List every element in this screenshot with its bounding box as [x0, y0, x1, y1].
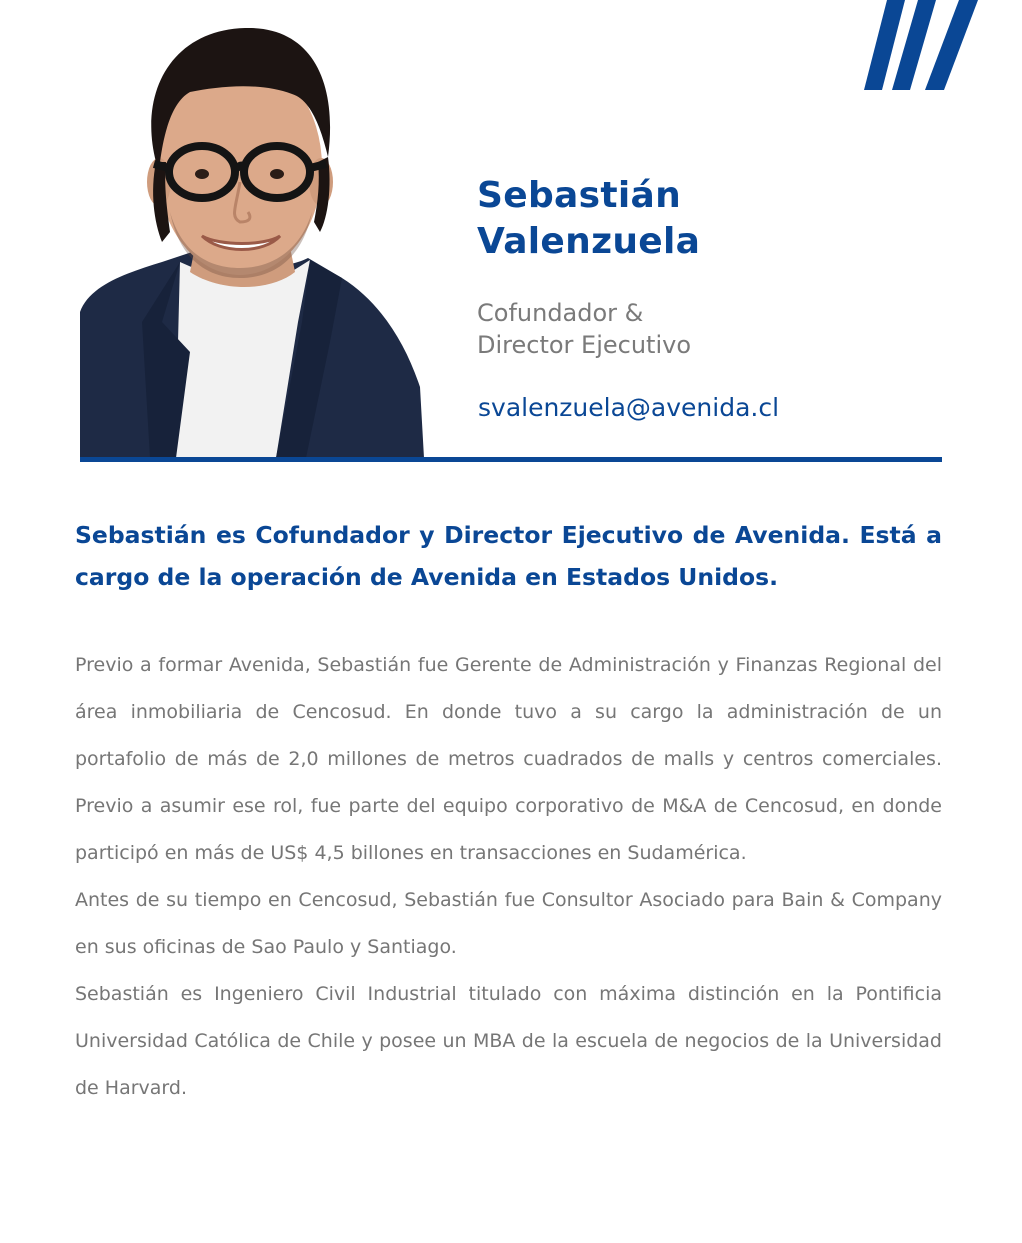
profile-photo — [80, 22, 424, 458]
bio-section — [75, 642, 942, 1112]
role-line-2: Director Ejecutivo — [477, 331, 692, 359]
bio-paragraph-2: Antes de su tiempo en Cencosud, Sebastián fue Consultor Asociado para Bain & Company en sus oficinas de Sao Paulo y Santiago. — [75, 889, 942, 958]
email-link[interactable]: svalenzuela@avenida.cl — [478, 393, 780, 422]
summary-text: Sebastián es Cofundador y Director Ejecutivo de Avenida. Está a cargo de la operación de Avenida en Estados Unidos. — [75, 521, 942, 591]
person-name — [477, 173, 700, 265]
person-role — [477, 297, 691, 361]
bio-paragraph-1: Previo a formar Avenida, Sebastián fue Gerente de Administración y Finanzas Regional del área inmobiliaria de Cencosud. En donde tuvo a su cargo la administración de un portafolio de más de 2,0 millones de metros cuadrados de malls y centros comerciales. Previo a asumir ese rol, fue parte del equipo corporativo de M&A de Cencosud, en donde participó en más de US$ 4,5 billones en transacciones en Sudamérica. — [75, 654, 942, 864]
name-first: Sebastián — [477, 175, 682, 216]
brand-stripes-icon — [864, 0, 982, 90]
name-last: Valenzuela — [477, 221, 701, 262]
bio-paragraph-3: Sebastián es Ingeniero Civil Industrial titulado con máxima distinción en la Pontificia Universidad Católica de Chile y posee un MBA de la escuela de negocios de la Universidad de Harvard. — [75, 983, 942, 1099]
header-divider — [80, 457, 942, 462]
role-line-1: Cofundador & — [477, 299, 644, 327]
